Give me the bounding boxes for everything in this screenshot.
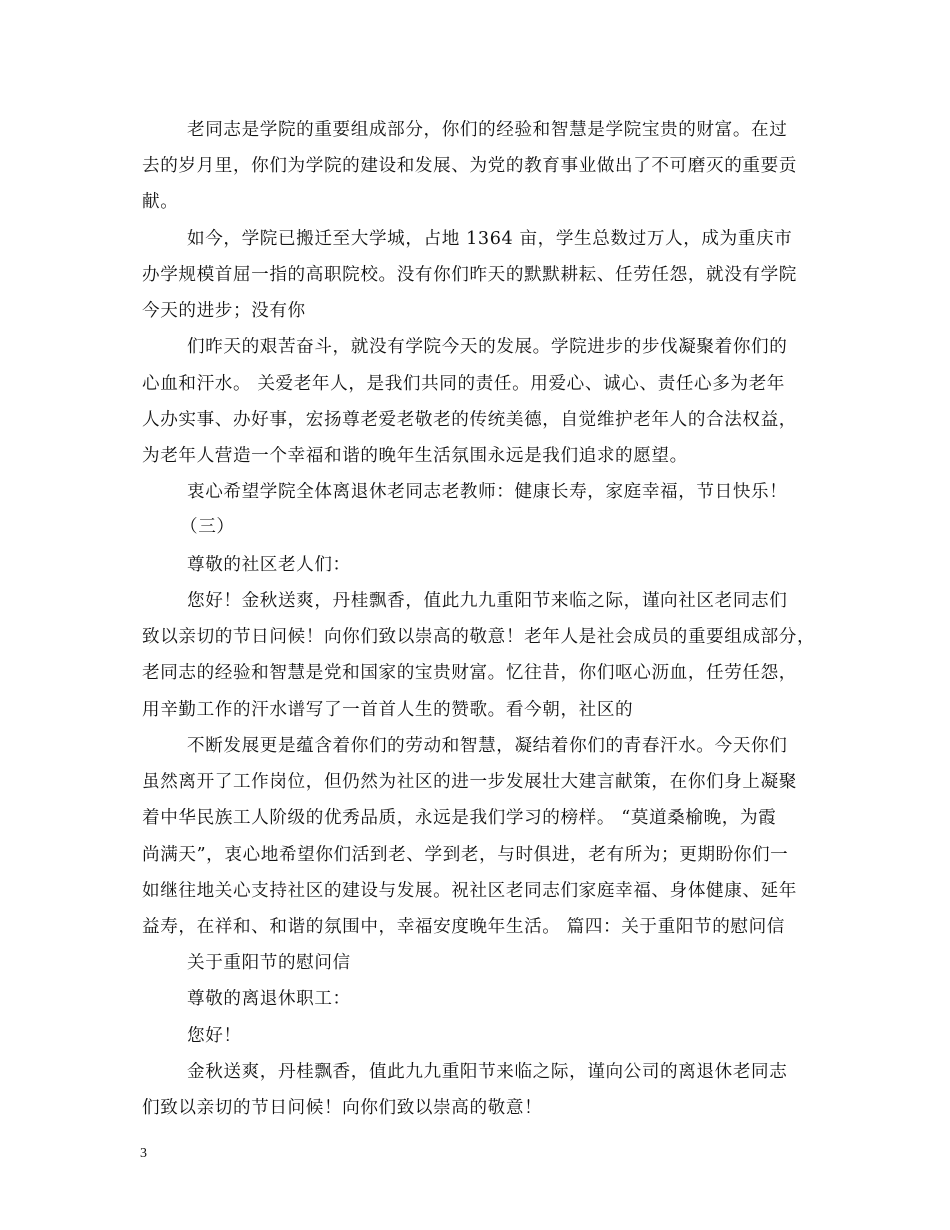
text-line: 献。 (142, 192, 179, 212)
text-line: 心血和汗水。 关爱老年人，是我们共同的责任。用爱心、诚心、责任心多为老年 (142, 374, 785, 394)
text-line: 着中华民族工人阶级的优秀品质，永远是我们学习的榜样。 “莫道桑榆晚，为霞 (142, 808, 777, 828)
salutation: 尊敬的离退休职工： (187, 989, 351, 1009)
text-line: 老同志是学院的重要组成部分，你们的经验和智慧是学院宝贵的财富。在过 (187, 120, 788, 140)
letter-title: 关于重阳节的慰问信 (187, 953, 351, 973)
text-line: 今天的进步；没有你 (142, 301, 306, 321)
text-line: 用辛勤工作的汗水谱写了一首首人生的赞歌。看今朝，社区的 (142, 700, 634, 720)
text-line: 人办实事、办好事，宏扬尊老爱老敬老的传统美德，自觉维护老年人的合法权益， (142, 410, 797, 430)
text-line: 您好！金秋送爽，丹桂飘香，值此九九重阳节来临之际，谨向社区老同志们 (187, 591, 788, 611)
greeting: 您好！ (187, 1026, 242, 1046)
text-line: 如继往地关心支持社区的建设与发展。祝社区老同志们家庭幸福、身体健康、延年 (142, 881, 797, 901)
text-line: 们昨天的艰苦奋斗，就没有学院今天的发展。学院进步的步伐凝聚着你们的 (187, 337, 788, 357)
text-line: 致以亲切的节日问候！向你们致以崇高的敬意！老年人是社会成员的重要组成部分， (142, 627, 816, 647)
section-heading: （三） (180, 517, 235, 537)
text-line: 不断发展更是蕴含着你们的劳动和智慧，凝结着你们的青春汗水。今天你们 (187, 736, 788, 756)
text-line: 去的岁月里，你们为学院的建设和发展、为党的教育事业做出了不可磨灭的重要贡 (142, 156, 797, 176)
text-line: 益寿，在祥和、和谐的氛围中，幸福安度晚年生活。 篇四：关于重阳节的慰问信 (142, 917, 785, 937)
salutation: 尊敬的社区老人们： (187, 555, 351, 575)
text-line: 如今，学院已搬迁至大学城，占地 1364 亩，学生总数过万人，成为重庆市 (187, 229, 793, 249)
text-line: 金秋送爽，丹桂飘香，值此九九重阳节来临之际，谨向公司的离退休老同志 (187, 1062, 788, 1082)
text-line: 老同志的经验和智慧是党和国家的宝贵财富。忆往昔，你们呕心沥血，任劳任怨， (142, 663, 797, 683)
text-line: 衷心希望学院全体离退休老同志老教师：健康长寿，家庭幸福，节日快乐！ (187, 482, 788, 502)
text-line: 们致以亲切的节日问候！向你们致以崇高的敬意！ (142, 1098, 543, 1118)
text-line: 办学规模首屈一指的高职院校。没有你们昨天的默默耕耘、任劳任怨，就没有学院 (142, 265, 797, 285)
text-line: 虽然离开了工作岗位，但仍然为社区的进一步发展壮大建言献策，在你们身上凝聚 (142, 772, 797, 792)
text-line: 尚满天”，衷心地希望你们活到老、学到老，与时俱进，老有所为；更期盼你们一 (142, 845, 789, 865)
page-number: 3 (140, 1146, 147, 1161)
text-line: 为老年人营造一个幸福和谐的晚年生活氛围永远是我们追求的愿望。 (142, 446, 688, 466)
